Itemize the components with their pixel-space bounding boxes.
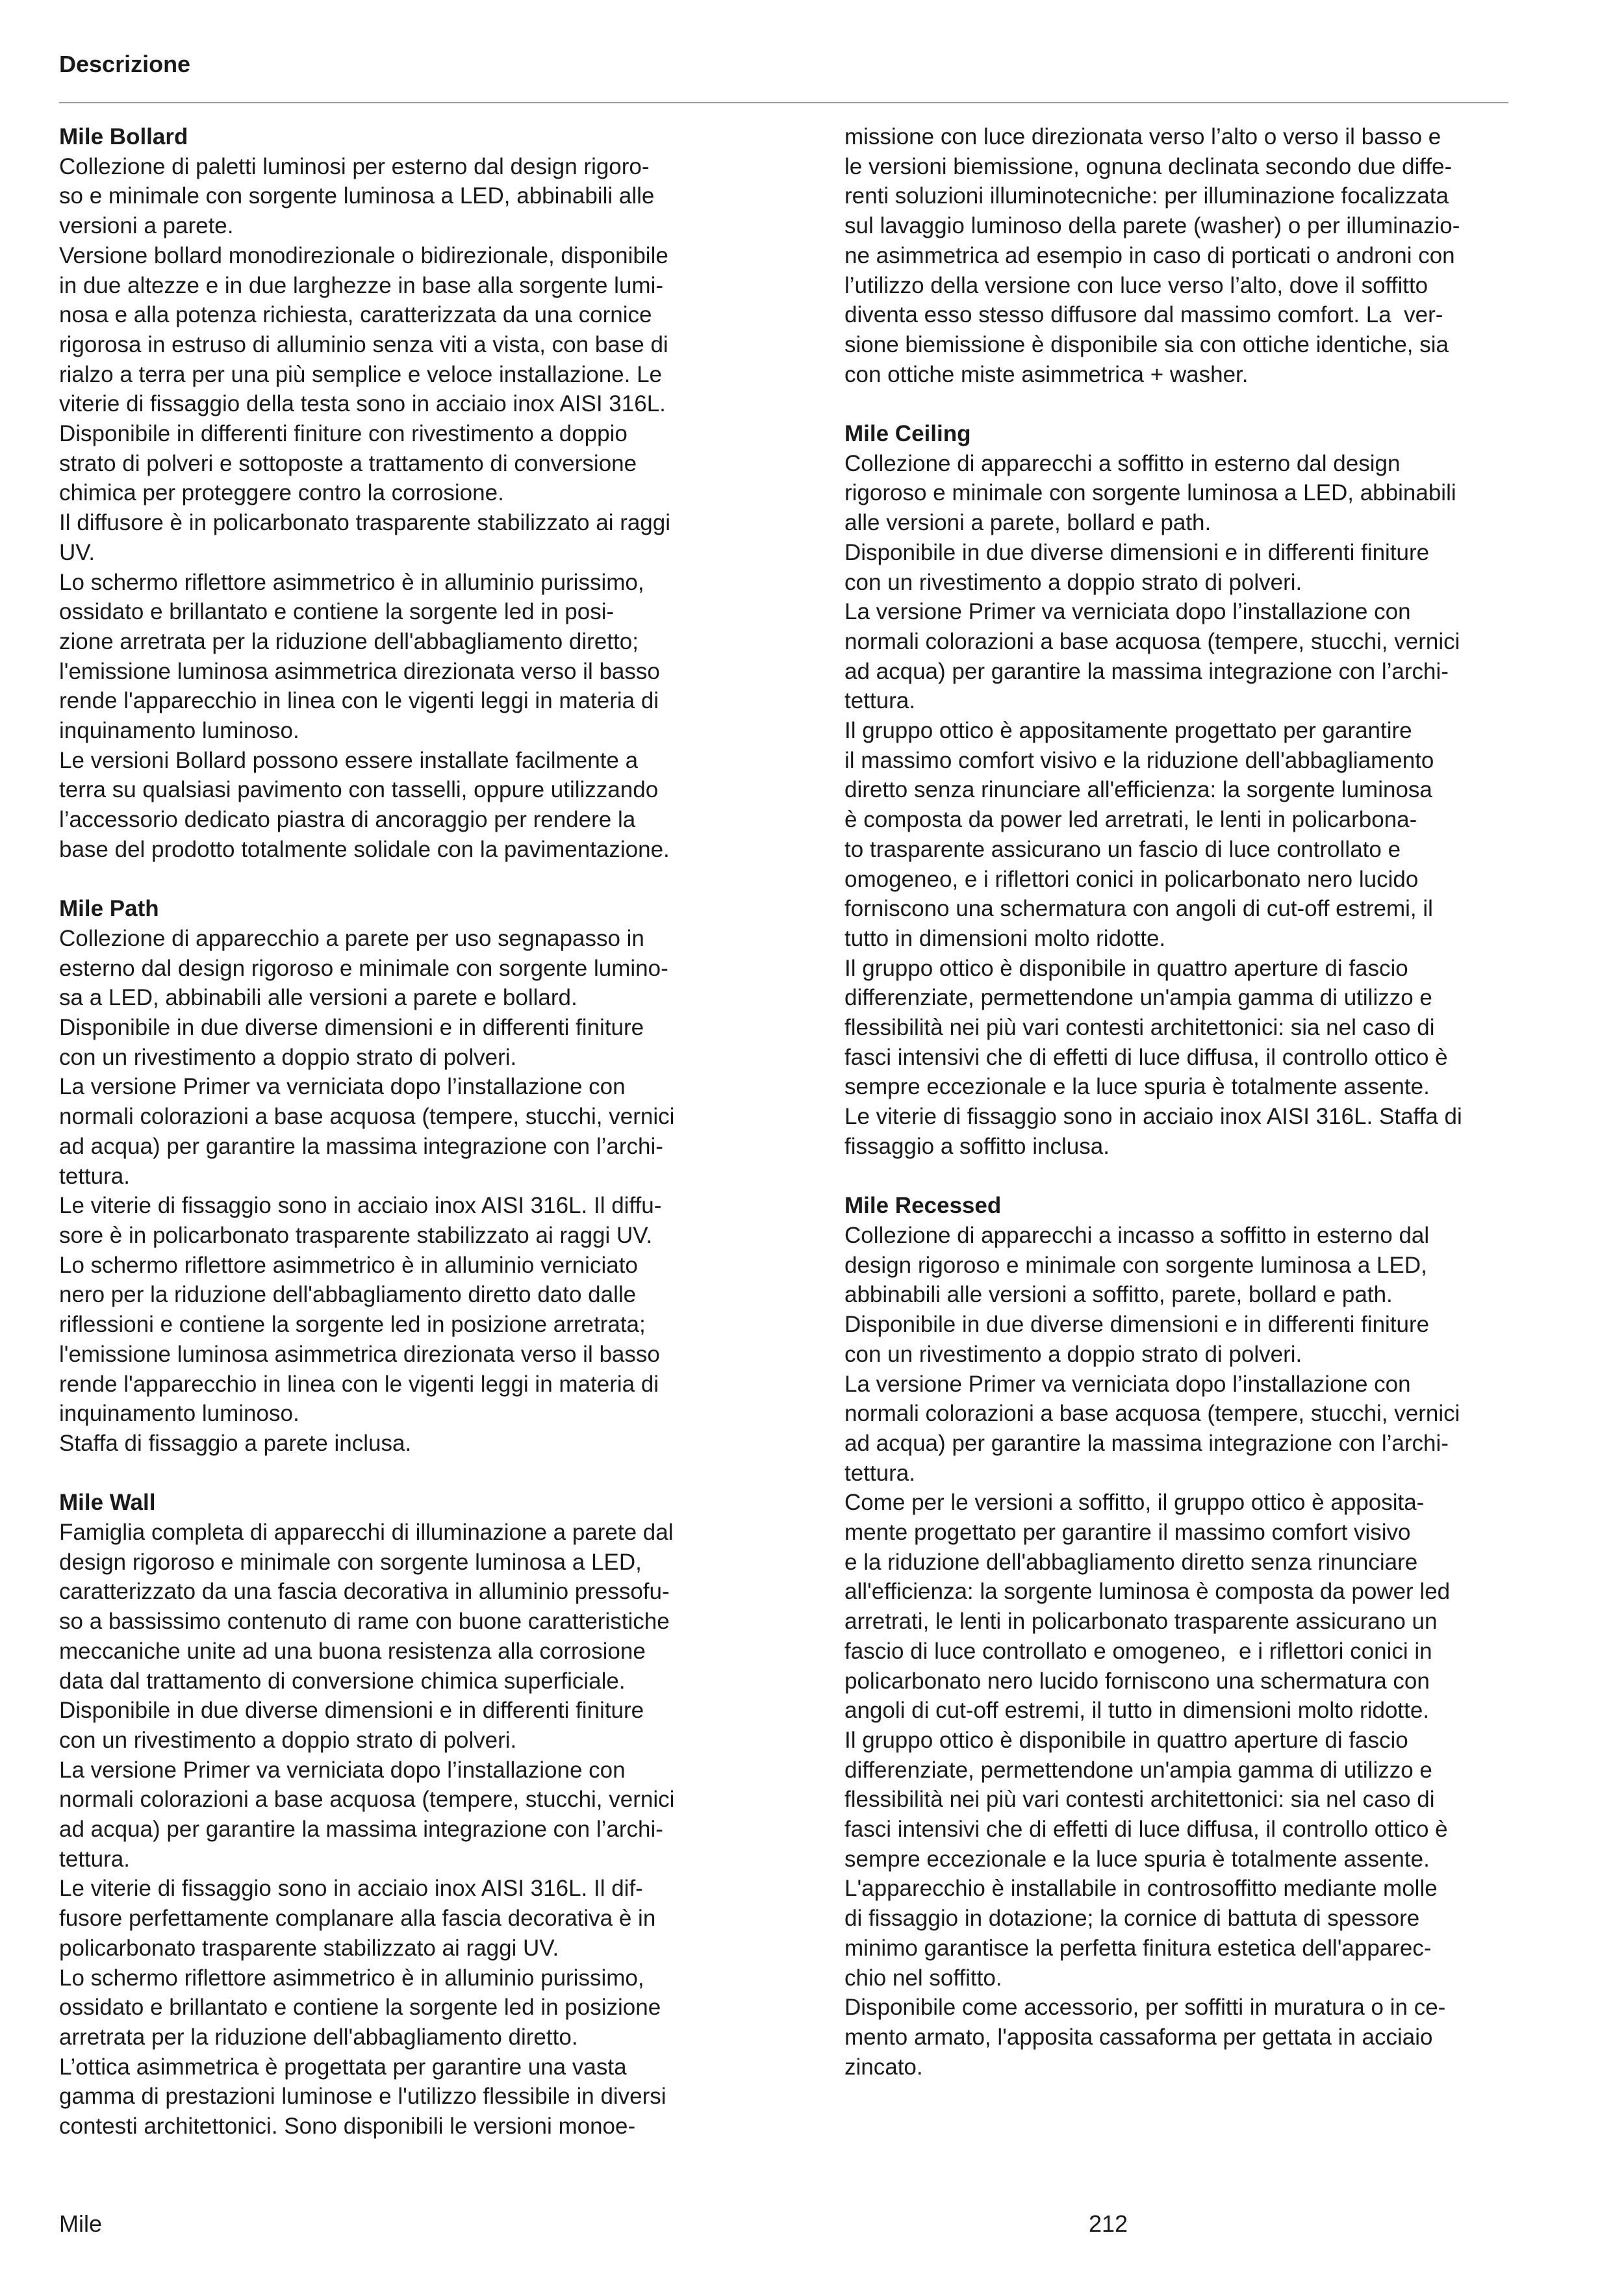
paragraph-line: versioni a parete. xyxy=(59,213,234,239)
paragraph-line: Le viterie di fissaggio sono in acciaio inox AISI 316L. Staffa di xyxy=(844,1104,1462,1130)
paragraph-line: Versione bollard monodirezionale o bidirezionale, disponibile xyxy=(59,242,668,268)
paragraph-line: Collezione di paletti luminosi per esterno dal design rigoro- xyxy=(59,153,650,179)
paragraph-line: so a bassissimo contenuto di rame con buone caratteristiche xyxy=(59,1609,670,1635)
paragraph-line: flessibilità nei più vari contesti architettonici: sia nel caso di xyxy=(844,1787,1435,1813)
paragraph-line: viterie di fissaggio della testa sono in acciaio inox AISI 316L. xyxy=(59,391,666,417)
paragraph-line: ad acqua) per garantire la massima integrazione con l’archi- xyxy=(844,1430,1449,1456)
paragraph-line: La versione Primer va verniciata dopo l’installazione con xyxy=(59,1757,626,1783)
left-column xyxy=(59,122,722,2171)
paragraph-line: rende l'apparecchio in linea con le vigenti leggi in materia di xyxy=(59,688,659,714)
paragraph-line: arretrati, le lenti in policarbonato trasparente assicurano un xyxy=(844,1609,1438,1635)
paragraph-line: rigoroso e minimale con sorgente luminosa a LED, abbinabili xyxy=(844,480,1456,506)
paragraph-line: meccaniche unite ad una buona resistenza alla corrosione xyxy=(59,1638,646,1664)
paragraph-line: zincato. xyxy=(844,2054,923,2080)
section-title: Mile Path xyxy=(59,896,159,922)
paragraph-line: mente progettato per garantire il massimo comfort visivo xyxy=(844,1520,1411,1546)
paragraph-line: con un rivestimento a doppio strato di polveri. xyxy=(844,1341,1302,1367)
paragraph-line: e la riduzione dell'abbagliamento diretto senza rinunciare xyxy=(844,1549,1418,1575)
paragraph-line: Il gruppo ottico è disponibile in quattro aperture di fascio xyxy=(844,955,1408,981)
paragraph-line: base del prodotto totalmente solidale con la pavimentazione. xyxy=(59,836,670,862)
paragraph-line: zione arretrata per la riduzione dell'abbagliamento diretto; xyxy=(59,628,639,654)
paragraph-line: Le versioni Bollard possono essere installate facilmente a xyxy=(59,747,639,773)
paragraph-line: minimo garantisce la perfetta finitura estetica dell'apparec- xyxy=(844,1935,1432,1961)
paragraph-line: Collezione di apparecchi a soffitto in esterno dal design xyxy=(844,450,1401,476)
paragraph-line: inquinamento luminoso. xyxy=(59,1401,299,1427)
paragraph-line: riflessioni e contiene la sorgente led in posizione arretrata; xyxy=(59,1312,646,1338)
paragraph-line: sempre eccezionale e la luce spuria è totalmente assente. xyxy=(844,1846,1430,1872)
paragraph-line: abbinabili alle versioni a soffitto, parete, bollard e path. xyxy=(844,1282,1393,1308)
paragraph-line: Famiglia completa di apparecchi di illuminazione a parete dal xyxy=(59,1520,674,1546)
paragraph-line: con ottiche miste asimmetrica + washer. xyxy=(844,361,1249,387)
paragraph-line: policarbonato nero lucido forniscono una schermatura con xyxy=(844,1668,1430,1694)
paragraph-line: tettura. xyxy=(844,688,915,714)
paragraph-line: con un rivestimento a doppio strato di polveri. xyxy=(844,569,1302,595)
paragraph-line: ad acqua) per garantire la massima integrazione con l’archi- xyxy=(844,658,1449,684)
paragraph-line: contesti architettonici. Sono disponibili le versioni monoe- xyxy=(59,2114,636,2140)
paragraph-line: Disponibile in due diverse dimensioni e in differenti finiture xyxy=(59,1015,644,1041)
paragraph-line: Disponibile come accessorio, per soffitti in muratura o in ce- xyxy=(844,1995,1446,2021)
paragraph-line: La versione Primer va verniciata dopo l’installazione con xyxy=(844,1371,1411,1397)
paragraph-line: renti soluzioni illuminotecniche: per illuminazione focalizzata xyxy=(844,183,1449,209)
paragraph-line: Lo schermo riflettore asimmetrico è in alluminio verniciato xyxy=(59,1252,638,1278)
paragraph-line: Lo schermo riflettore asimmetrico è in alluminio purissimo, xyxy=(59,569,644,595)
paragraph-line: le versioni biemissione, ognuna declinata secondo due diffe- xyxy=(844,153,1453,179)
paragraph-line: strato di polveri e sottoposte a trattamento di conversione xyxy=(59,450,637,476)
paragraph-line: rialzo a terra per una più semplice e veloce installazione. Le xyxy=(59,361,663,387)
paragraph-line: in due altezze e in due larghezze in base alla sorgente lumi- xyxy=(59,272,664,298)
paragraph-line: nero per la riduzione dell'abbagliamento diretto dato dalle xyxy=(59,1282,637,1308)
paragraph-line: tettura. xyxy=(844,1460,915,1486)
paragraph-line: fascio di luce controllato e omogeneo, e i riflettori conici in xyxy=(844,1638,1432,1664)
paragraph-line: normali colorazioni a base acquosa (tempere, stucchi, vernici xyxy=(844,628,1460,654)
paragraph-line: diretto senza rinunciare all'efficienza: la sorgente luminosa xyxy=(844,777,1432,803)
section-title: Mile Ceiling xyxy=(844,421,971,447)
paragraph-line: Collezione di apparecchio a parete per uso segnapasso in xyxy=(59,925,644,951)
paragraph-line: Le viterie di fissaggio sono in acciaio inox AISI 316L. Il dif- xyxy=(59,1876,643,1902)
paragraph-line: Disponibile in due diverse dimensioni e in differenti finiture xyxy=(844,1312,1430,1338)
paragraph-line: inquinamento luminoso. xyxy=(59,718,299,744)
paragraph-line: Collezione di apparecchi a incasso a soffitto in esterno dal xyxy=(844,1222,1430,1248)
section-title: Mile Bollard xyxy=(59,124,188,149)
description-section xyxy=(59,1488,722,2141)
paragraph-line: differenziate, permettendone un'ampia gamma di utilizzo e xyxy=(844,985,1432,1011)
paragraph-line: Il gruppo ottico è disponibile in quattro aperture di fascio xyxy=(844,1727,1408,1753)
paragraph-line: ad acqua) per garantire la massima integrazione con l’archi- xyxy=(59,1133,663,1159)
paragraph-line: terra su qualsiasi pavimento con tasselli, oppure utilizzando xyxy=(59,777,659,803)
footer-product-name: Mile xyxy=(59,2210,103,2237)
paragraph-line: Disponibile in due diverse dimensioni e in differenti finiture xyxy=(59,1698,644,1724)
paragraph-line: è composta da power led arretrati, le lenti in policarbona- xyxy=(844,807,1417,833)
paragraph-line: design rigoroso e minimale con sorgente luminosa a LED, xyxy=(59,1549,642,1575)
paragraph-line: Lo schermo riflettore asimmetrico è in alluminio purissimo, xyxy=(59,1965,644,1991)
paragraph-line: rigorosa in estruso di alluminio senza viti a vista, con base di xyxy=(59,331,668,357)
paragraph-line: chio nel soffitto. xyxy=(844,1965,1002,1991)
paragraph-line: fusore perfettamente complanare alla fascia decorativa è in xyxy=(59,1906,656,1932)
paragraph-line: mento armato, l'apposita cassaforma per gettata in acciaio xyxy=(844,2024,1433,2050)
paragraph-line: design rigoroso e minimale con sorgente luminosa a LED, xyxy=(844,1252,1427,1278)
paragraph-line: di fissaggio in dotazione; la cornice di battuta di spessore xyxy=(844,1906,1420,1932)
paragraph-line: sul lavaggio luminoso della parete (washer) o per illuminazio- xyxy=(844,213,1460,239)
paragraph-line: omogeneo, e i riflettori conici in policarbonato nero lucido xyxy=(844,866,1419,892)
paragraph-line: La versione Primer va verniciata dopo l’installazione con xyxy=(844,599,1411,625)
right-column xyxy=(844,122,1507,2112)
paragraph-line: UV. xyxy=(59,539,95,565)
paragraph-line: ossidato e brillantato e contiene la sorgente led in posi- xyxy=(59,599,615,625)
paragraph-line: arretrata per la riduzione dell'abbagliamento diretto. xyxy=(59,2024,578,2050)
paragraph-line: caratterizzato da una fascia decorativa in alluminio pressofu- xyxy=(59,1579,670,1605)
paragraph-line: L’ottica asimmetrica è progettata per garantire una vasta xyxy=(59,2054,627,2080)
paragraph-line: all'efficienza: la sorgente luminosa è composta da power led xyxy=(844,1579,1451,1605)
paragraph-line: L'apparecchio è installabile in controsoffitto mediante molle xyxy=(844,1876,1438,1902)
paragraph-line: to trasparente assicurano un fascio di luce controllato e xyxy=(844,836,1401,862)
paragraph-line: Disponibile in due diverse dimensioni e in differenti finiture xyxy=(844,539,1430,565)
paragraph-line: ossidato e brillantato e contiene la sorgente led in posizione xyxy=(59,1995,661,2021)
paragraph-line: so e minimale con sorgente luminosa a LED, abbinabili alle xyxy=(59,183,655,209)
page-number: 212 xyxy=(1089,2210,1128,2237)
paragraph-line: sore è in policarbonato trasparente stabilizzato ai raggi UV. xyxy=(59,1223,653,1248)
paragraph-line: rende l'apparecchio in linea con le vigenti leggi in materia di xyxy=(59,1371,659,1397)
paragraph-line: sione biemissione è disponibile sia con ottiche identiche, sia xyxy=(844,331,1449,357)
paragraph-line: missione con luce direzionata verso l’alto o verso il basso e xyxy=(844,124,1441,149)
section-title: Mile Wall xyxy=(59,1490,156,1516)
paragraph-line: differenziate, permettendone un'ampia gamma di utilizzo e xyxy=(844,1757,1432,1783)
description-section xyxy=(844,419,1507,1162)
paragraph-line: chimica per proteggere contro la corrosione. xyxy=(59,480,504,506)
paragraph-line: normali colorazioni a base acquosa (tempere, stucchi, vernici xyxy=(844,1401,1460,1427)
paragraph-line: Staffa di fissaggio a parete inclusa. xyxy=(59,1430,412,1456)
paragraph-line: con un rivestimento a doppio strato di polveri. xyxy=(59,1044,517,1070)
paragraph-line: diventa esso stesso diffusore dal massimo comfort. La ver- xyxy=(844,302,1443,328)
header-divider xyxy=(59,102,1508,103)
paragraph-line: gamma di prestazioni luminose e l'utilizzo flessibile in diversi xyxy=(59,2084,666,2110)
paragraph-line: ad acqua) per garantire la massima integrazione con l’archi- xyxy=(59,1817,663,1843)
paragraph-line: l’utilizzo della versione con luce verso l’alto, dove il soffitto xyxy=(844,272,1428,298)
paragraph-line: angoli di cut-off estremi, il tutto in dimensioni molto ridotte. xyxy=(844,1698,1430,1724)
paragraph-line: alle versioni a parete, bollard e path. xyxy=(844,510,1212,536)
paragraph-line: fasci intensivi che di effetti di luce diffusa, il controllo ottico è xyxy=(844,1817,1448,1843)
paragraph-line: La versione Primer va verniciata dopo l’installazione con xyxy=(59,1074,626,1100)
paragraph-line: data dal trattamento di conversione chimica superficiale. xyxy=(59,1668,626,1694)
description-section xyxy=(844,122,1507,389)
paragraph-line: fissaggio a soffitto inclusa. xyxy=(844,1133,1110,1159)
paragraph-line: fasci intensivi che di effetti di luce diffusa, il controllo ottico è xyxy=(844,1044,1448,1070)
paragraph-line: nosa e alla potenza richiesta, caratterizzata da una cornice xyxy=(59,302,652,328)
paragraph-line: tettura. xyxy=(59,1163,130,1189)
paragraph-line: normali colorazioni a base acquosa (tempere, stucchi, vernici xyxy=(59,1104,675,1130)
paragraph-line: l'emissione luminosa asimmetrica direzionata verso il basso xyxy=(59,658,660,684)
paragraph-line: Il gruppo ottico è appositamente progettato per garantire xyxy=(844,718,1412,744)
paragraph-line: con un rivestimento a doppio strato di polveri. xyxy=(59,1727,517,1753)
paragraph-line: tettura. xyxy=(59,1846,130,1872)
paragraph-line: ne asimmetrica ad esempio in caso di porticati o androni con xyxy=(844,242,1455,268)
paragraph-line: normali colorazioni a base acquosa (tempere, stucchi, vernici xyxy=(59,1787,675,1813)
paragraph-line: forniscono una schermatura con angoli di cut-off estremi, il xyxy=(844,896,1433,922)
paragraph-line: l'emissione luminosa asimmetrica direzionata verso il basso xyxy=(59,1341,660,1367)
paragraph-line: Come per le versioni a soffitto, il gruppo ottico è apposita- xyxy=(844,1490,1425,1516)
section-title: Mile Recessed xyxy=(844,1193,1002,1219)
paragraph-line: tutto in dimensioni molto ridotte. xyxy=(844,925,1166,951)
paragraph-line: il massimo comfort visivo e la riduzione dell'abbagliamento xyxy=(844,747,1434,773)
paragraph-line: sempre eccezionale e la luce spuria è totalmente assente. xyxy=(844,1074,1430,1100)
paragraph-line: flessibilità nei più vari contesti architettonici: sia nel caso di xyxy=(844,1015,1435,1041)
paragraph-line: Disponibile in differenti finiture con rivestimento a doppio xyxy=(59,421,628,447)
paragraph-line: Le viterie di fissaggio sono in acciaio inox AISI 316L. Il diffu- xyxy=(59,1193,662,1219)
page-title: Descrizione xyxy=(59,51,191,77)
paragraph-line: Il diffusore è in policarbonato trasparente stabilizzato ai raggi xyxy=(59,510,671,536)
paragraph-line: sa a LED, abbinabili alle versioni a parete e bollard. xyxy=(59,985,577,1011)
description-section xyxy=(59,122,722,865)
description-section xyxy=(844,1191,1507,2082)
paragraph-line: l’accessorio dedicato piastra di ancoraggio per rendere la xyxy=(59,807,636,833)
description-section xyxy=(59,894,722,1458)
paragraph-line: policarbonato trasparente stabilizzato ai raggi UV. xyxy=(59,1935,559,1961)
paragraph-line: esterno dal design rigoroso e minimale con sorgente lumino- xyxy=(59,955,668,981)
